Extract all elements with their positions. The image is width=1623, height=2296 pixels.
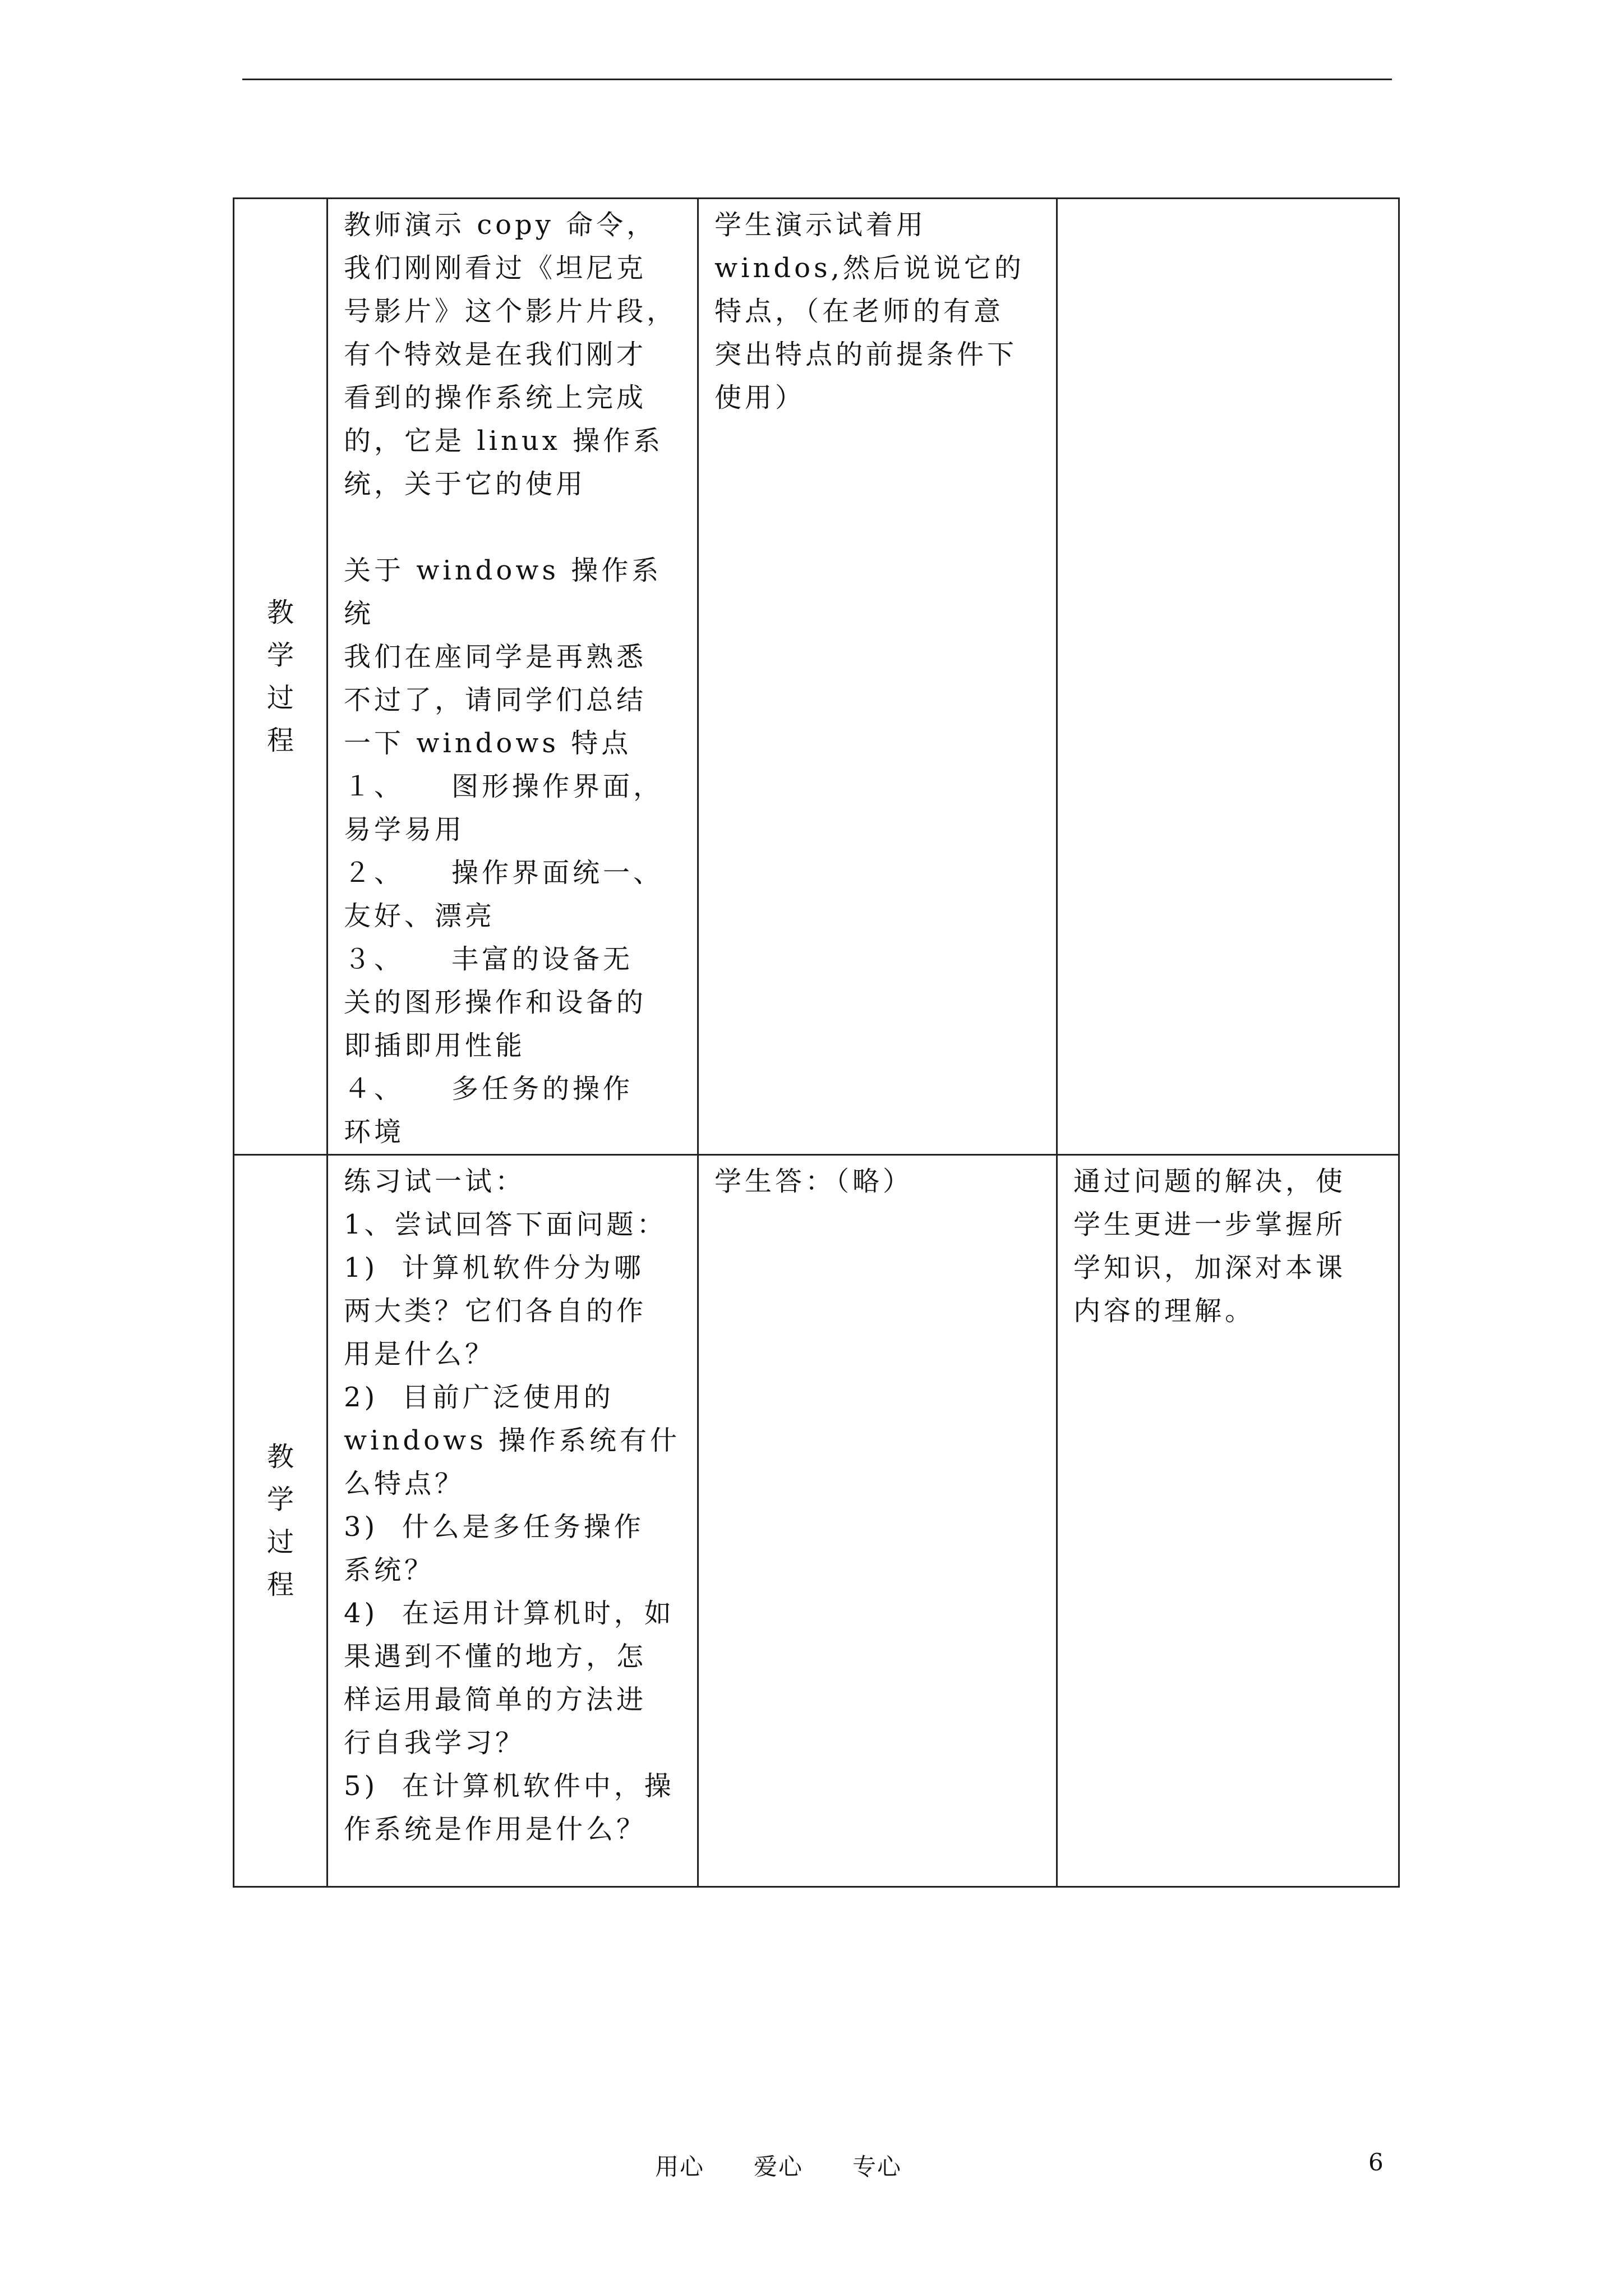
teacher-text-line: 练习试一试：	[344, 1166, 526, 1197]
teacher-text-line: 我们刚刚看过《坦尼克	[344, 252, 647, 284]
teacher-text-line: 2) 目前广泛使用的	[344, 1382, 614, 1413]
teacher-text-line: 即插即用性能	[344, 1030, 526, 1061]
teacher-text-line: １、 图形操作界面，	[344, 771, 664, 802]
teacher-text-line: 两大类？它们各自的作	[344, 1295, 647, 1327]
teacher-text-line: 易学易用	[344, 814, 465, 845]
design-purpose-cell	[1057, 1155, 1399, 1887]
teacher-text-line: 看到的操作系统上完成	[344, 382, 647, 413]
teacher-text-line: 友好、漂亮	[344, 900, 496, 932]
teacher-text-line: ２、 操作界面统一、	[344, 857, 664, 889]
teacher-text-line: 不过了，请同学们总结	[344, 684, 647, 716]
teacher-text-line: 的，它是 linux 操作系	[344, 425, 664, 457]
teacher-text-line: 环境	[344, 1116, 405, 1148]
student-text-line: 学生演示试着用	[714, 209, 927, 241]
student-activity-cell	[698, 199, 1057, 1155]
table-row-exercise	[234, 1155, 1399, 1887]
footer-motto: 用心 爱心 专心	[655, 2153, 902, 2180]
blank-line	[344, 506, 685, 549]
student-text-line: 学生答：（略）	[714, 1166, 914, 1197]
teacher-text-line: 教师演示 copy 命令，	[344, 209, 657, 241]
teacher-text-line: 3) 什么是多任务操作	[344, 1511, 644, 1543]
student-text-line: 突出特点的前提条件下	[714, 339, 1018, 370]
teacher-text-line: 系统？	[344, 1554, 435, 1586]
teacher-text-line: 关的图形操作和设备的	[344, 987, 647, 1018]
teacher-text-line: 用是什么？	[344, 1338, 496, 1370]
teacher-text-line: 样运用最简单的方法进	[344, 1684, 647, 1715]
student-text-line: 使用）	[714, 382, 806, 413]
page-number: 6	[1368, 2148, 1384, 2176]
purpose-text-line: 学知识，加深对本课	[1073, 1252, 1347, 1283]
teacher-text-line: 统，关于它的使用	[344, 468, 587, 500]
table-row-demo	[234, 199, 1399, 1155]
row-label-cell	[234, 1155, 328, 1887]
teacher-text-line: 5) 在计算机软件中，操	[344, 1770, 675, 1802]
teacher-text-line: windows 操作系统有什	[344, 1425, 680, 1456]
teacher-text-line: 关于 windows 操作系统	[344, 555, 662, 629]
teacher-text-line: 一下 windows 特点	[344, 728, 632, 759]
teacher-text-line: 4) 在运用计算机时，如	[344, 1598, 675, 1629]
design-purpose-cell	[1057, 199, 1399, 1155]
teacher-text-line: 号影片》这个影片片段，	[344, 296, 677, 327]
teacher-activity-cell	[328, 1155, 698, 1887]
lesson-plan-table	[233, 197, 1400, 1888]
teacher-text-line: 1) 计算机软件分为哪	[344, 1252, 644, 1283]
student-activity-cell	[698, 1155, 1057, 1887]
teacher-text-line: 么特点？	[344, 1468, 465, 1499]
teacher-text-line: ４、 多任务的操作	[344, 1073, 634, 1105]
teacher-activity-cell	[328, 199, 698, 1155]
teacher-text-line: ３、 丰富的设备无	[344, 944, 634, 975]
purpose-text-line: 学生更进一步掌握所	[1073, 1209, 1347, 1240]
row-label: 教学过程	[266, 596, 294, 756]
teacher-text-line: 我们在座同学是再熟悉	[344, 641, 647, 673]
student-text-line: windos,然后说说它的	[714, 252, 1025, 284]
teacher-text-line: 果遇到不懂的地方，怎	[344, 1641, 647, 1672]
purpose-text-line: 内容的理解。	[1073, 1295, 1256, 1327]
row-label-cell	[234, 199, 328, 1155]
teacher-text-line: 有个特效是在我们刚才	[344, 339, 647, 370]
teacher-text-line: 作系统是作用是什么？	[344, 1814, 647, 1845]
header-rule	[242, 79, 1392, 80]
teacher-text-line: 1、尝试回答下面问题：	[344, 1209, 667, 1240]
teacher-text-line: 行自我学习？	[344, 1727, 526, 1759]
row-label: 教学过程	[266, 1441, 294, 1600]
purpose-text-line: 通过问题的解决，使	[1073, 1166, 1347, 1197]
student-text-line: 特点，（在老师的有意	[714, 296, 1004, 327]
